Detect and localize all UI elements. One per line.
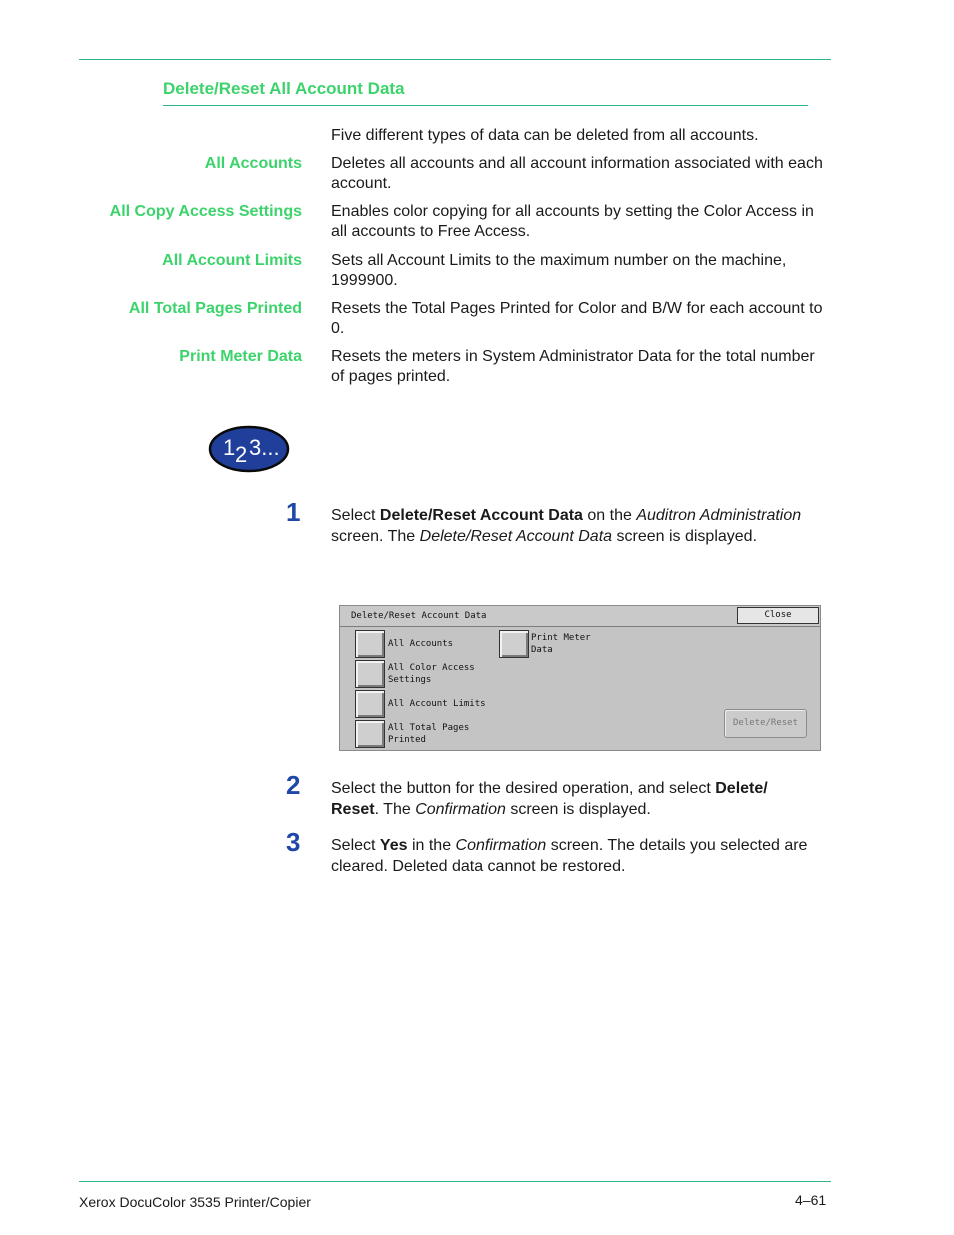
step-bold-text: Delete/ Reset	[331, 780, 768, 818]
all-account-limits-label: All Account Limits	[388, 699, 486, 709]
definition-description: Deletes all accounts and all account information associated with each account.	[331, 155, 823, 192]
step-plain-text: screen is displayed.	[612, 528, 758, 545]
step-plain-text: Select	[331, 507, 380, 524]
step-italic-text: Delete/Reset Account Data	[419, 528, 613, 545]
delete-reset-account-data-screen	[339, 605, 821, 751]
screen-titlebar	[340, 606, 820, 627]
step-bold-text: Delete/Reset Account Data	[379, 507, 583, 524]
definition-description: Resets the Total Pages Printed for Color and B/W for each account to 0.	[331, 300, 823, 337]
step-italic-text: Auditron Administration	[636, 507, 802, 524]
all-accounts-label: All Accounts	[388, 639, 454, 649]
footer-product-name: Xerox DocuColor 3535 Printer/Copier	[79, 1194, 311, 1210]
steps-digit-1: 1	[223, 435, 236, 460]
numbered-steps-icon	[208, 425, 292, 475]
print-meter-data-button[interactable]	[499, 630, 529, 658]
intro-text: Five different types of data can be deleted from all accounts.	[331, 127, 759, 144]
step-italic-text: Confirmation	[455, 837, 547, 854]
step-text	[331, 778, 811, 820]
screen-title: Delete/Reset Account Data	[351, 611, 487, 621]
step-plain-text: on the	[582, 507, 637, 524]
definition-term: All Accounts	[204, 155, 302, 172]
step-number: 3	[286, 827, 301, 857]
steps-digit-2: 2	[235, 442, 248, 467]
top-rule	[79, 59, 831, 60]
step-plain-text: screen is displayed.	[505, 801, 651, 818]
step-bold-text: Yes	[379, 837, 408, 854]
all-color-access-settings-label: All Color Access Settings	[388, 663, 475, 685]
close-button[interactable]: Close	[737, 607, 819, 624]
definition-description: Resets the meters in System Administrator Data for the total number of pages printed.	[331, 348, 815, 385]
step-number: 2	[286, 770, 301, 800]
definition-term: All Total Pages Printed	[128, 300, 302, 317]
step-plain-text: Select	[331, 837, 380, 854]
definition-description: Sets all Account Limits to the maximum number on the machine, 1999900.	[331, 252, 787, 289]
definition-term: All Account Limits	[162, 252, 302, 269]
all-total-pages-printed-label: All Total Pages Printed	[388, 723, 470, 745]
delete-reset-button[interactable]: Delete/Reset	[724, 709, 807, 738]
section-title-rule	[163, 105, 808, 106]
step-plain-text: in the	[407, 837, 456, 854]
step-italic-text: Confirmation	[415, 801, 506, 818]
definition-description: Enables color copying for all accounts by setting the Color Access in all accounts to Free Access.	[331, 203, 814, 240]
all-color-access-settings-button[interactable]	[355, 660, 385, 688]
step-plain-text: . The	[374, 801, 416, 818]
step-plain-text: screen. The details you selected are cleared. Deleted data cannot be restored.	[331, 837, 808, 875]
all-accounts-button[interactable]	[355, 630, 385, 658]
step-text	[331, 835, 826, 877]
all-total-pages-printed-button[interactable]	[355, 720, 385, 748]
step-plain-text: screen. The	[331, 528, 420, 545]
section-title: Delete/Reset All Account Data	[163, 79, 405, 98]
step-text	[331, 505, 826, 547]
print-meter-data-label: Print Meter Data	[531, 633, 591, 655]
all-account-limits-button[interactable]	[355, 690, 385, 718]
steps-digit-3: 3...	[249, 435, 280, 460]
definition-term: All Copy Access Settings	[109, 203, 302, 220]
step-plain-text: Select the button for the desired operation, and select	[331, 780, 716, 797]
definition-term: Print Meter Data	[179, 348, 302, 365]
footer-rule	[79, 1181, 831, 1182]
step-number: 1	[286, 497, 301, 527]
page-number: 4–61	[795, 1192, 827, 1208]
